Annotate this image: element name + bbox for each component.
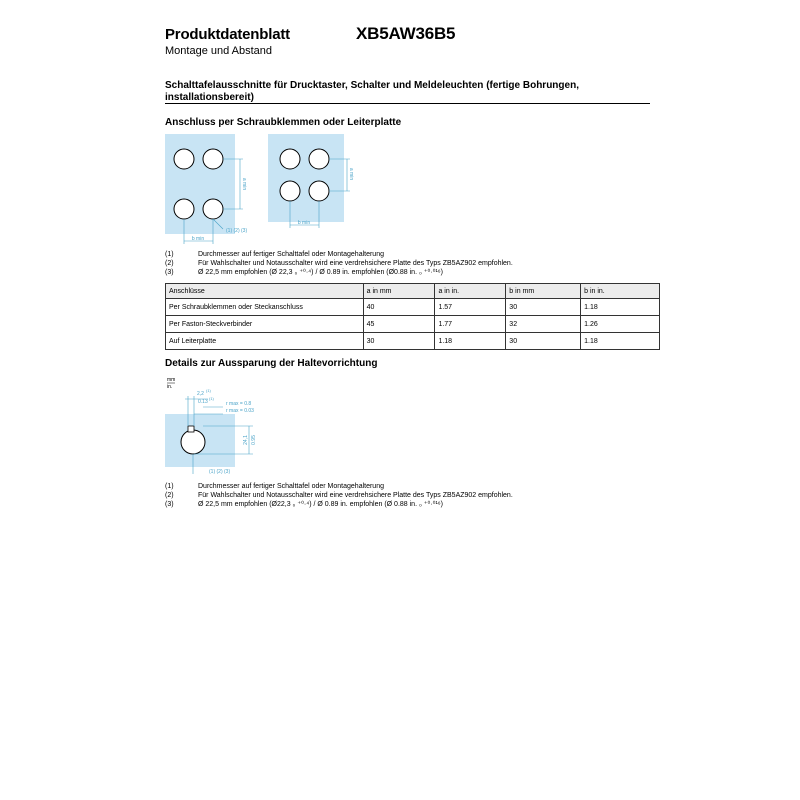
cutout-hole — [309, 181, 329, 201]
cutout-hole — [280, 181, 300, 201]
cutout-hole — [174, 149, 194, 169]
dim-0-13: 0.13 — [198, 399, 208, 405]
dim-label-b: b min — [297, 220, 311, 226]
r-max-in: r max = 0.03 — [226, 408, 254, 414]
table-cell: 1.77 — [435, 316, 506, 333]
table-cell: 45 — [363, 316, 435, 333]
note-row: (3) Ø 22,5 mm empfohlen (Ø 22,3 ₀ ⁺⁰·⁴) / Ø 0.89 in. empfohlen (Ø0.88 in. ₀ ⁺⁰·⁰¹⁶) — [165, 269, 443, 276]
note-row: (3) Ø 22,5 mm empfohlen (Ø22,3 ₀ ⁺⁰·⁴) / Ø 0.89 in. empfohlen (Ø 0.88 in. ₀ ⁺⁰·⁰¹⁶) — [165, 501, 443, 508]
note-ref-label: (1) (2) (3) — [209, 469, 231, 475]
anti-rotation-notch — [188, 426, 194, 432]
dim-label-b: b min — [191, 236, 205, 242]
panel-area — [268, 134, 344, 222]
holder-recess-diagram — [163, 374, 263, 480]
cutout-hole — [174, 199, 194, 219]
dim-vertical-mm: 24,1 — [243, 435, 249, 445]
unit-mm-label: mm — [167, 377, 176, 383]
table-cell: 1.57 — [435, 299, 506, 316]
note-row: (2) Für Wahlschalter und Notausschalter wird eine verdrehsichere Platte des Typs ZB5AZ902 empfohlen. — [165, 492, 513, 499]
table-cell: 30 — [506, 299, 581, 316]
connection-section-title: Anschluss per Schraubklemmen oder Leiterplatte — [165, 117, 402, 128]
product-code: XB5AW36B5 — [356, 24, 456, 43]
panel-area — [165, 134, 235, 234]
table-cell: 40 — [363, 299, 435, 316]
cutout-hole — [309, 149, 329, 169]
section-heading: Schalttafelausschnitte für Drucktaster, Schalter und Meldeleuchten (fertige Bohrungen, installationsbereit) — [165, 80, 579, 103]
cutout-hole — [203, 199, 223, 219]
table-cell: Per Schraubklemmen oder Steckanschluss — [166, 299, 364, 316]
table-header-cell: b in mm — [506, 284, 581, 299]
table-cell: 1.18 — [435, 333, 506, 350]
table-header-cell: b in in. — [581, 284, 660, 299]
unit-in-label: in. — [167, 384, 173, 390]
note-ref-label: (1) (2) (3) — [226, 228, 248, 234]
table-row — [166, 333, 660, 350]
note-row: (1) Durchmesser auf fertiger Schalttafel oder Montagehalterung — [165, 251, 384, 258]
table-header-row — [166, 284, 660, 299]
dim-2-2-note: (1) — [206, 388, 211, 393]
table-cell: 1.18 — [581, 333, 660, 350]
cutout-hole — [203, 149, 223, 169]
table-cell: 1.26 — [581, 316, 660, 333]
recess-hole — [181, 430, 205, 454]
dim-label-a: a min — [348, 167, 354, 181]
connection-notes — [165, 250, 645, 277]
cutout-hole — [280, 149, 300, 169]
page-subtitle: Montage und Abstand — [165, 45, 273, 57]
table-cell: 1.18 — [581, 299, 660, 316]
detail-section-title: Details zur Aussparung der Haltevorrichtung — [165, 358, 378, 369]
heading-divider — [165, 103, 650, 104]
table-row — [166, 316, 660, 333]
page-title: Produktdatenblatt — [165, 26, 290, 43]
cutout-diagram-1 — [163, 134, 258, 250]
dim-vertical-in: 0.95 — [251, 435, 257, 445]
table-cell: Auf Leiterplatte — [166, 333, 364, 350]
table-header-cell: a in in. — [435, 284, 506, 299]
table-cell: 32 — [506, 316, 581, 333]
table-header-cell: a in mm — [363, 284, 435, 299]
table-row — [166, 299, 660, 316]
dim-0-13-note: (1) — [209, 396, 214, 401]
r-max-mm: r max = 0.8 — [226, 401, 252, 407]
dimensions-table — [165, 283, 660, 350]
table-cell: 30 — [506, 333, 581, 350]
cutout-diagram-2 — [268, 134, 358, 234]
table-cell: 30 — [363, 333, 435, 350]
note-row: (1) Durchmesser auf fertiger Schalttafel oder Montagehalterung — [165, 483, 384, 490]
table-header-cell: Anschlüsse — [166, 284, 364, 299]
table-cell: Per Faston-Steckverbinder — [166, 316, 364, 333]
note-row: (2) Für Wahlschalter und Notausschalter wird eine verdrehsichere Platte des Typs ZB5AZ902 empfohlen. — [165, 260, 513, 267]
dim-2-2: 2,2 — [197, 391, 204, 397]
dim-label-a: a min — [241, 177, 247, 191]
detail-notes — [165, 482, 645, 509]
